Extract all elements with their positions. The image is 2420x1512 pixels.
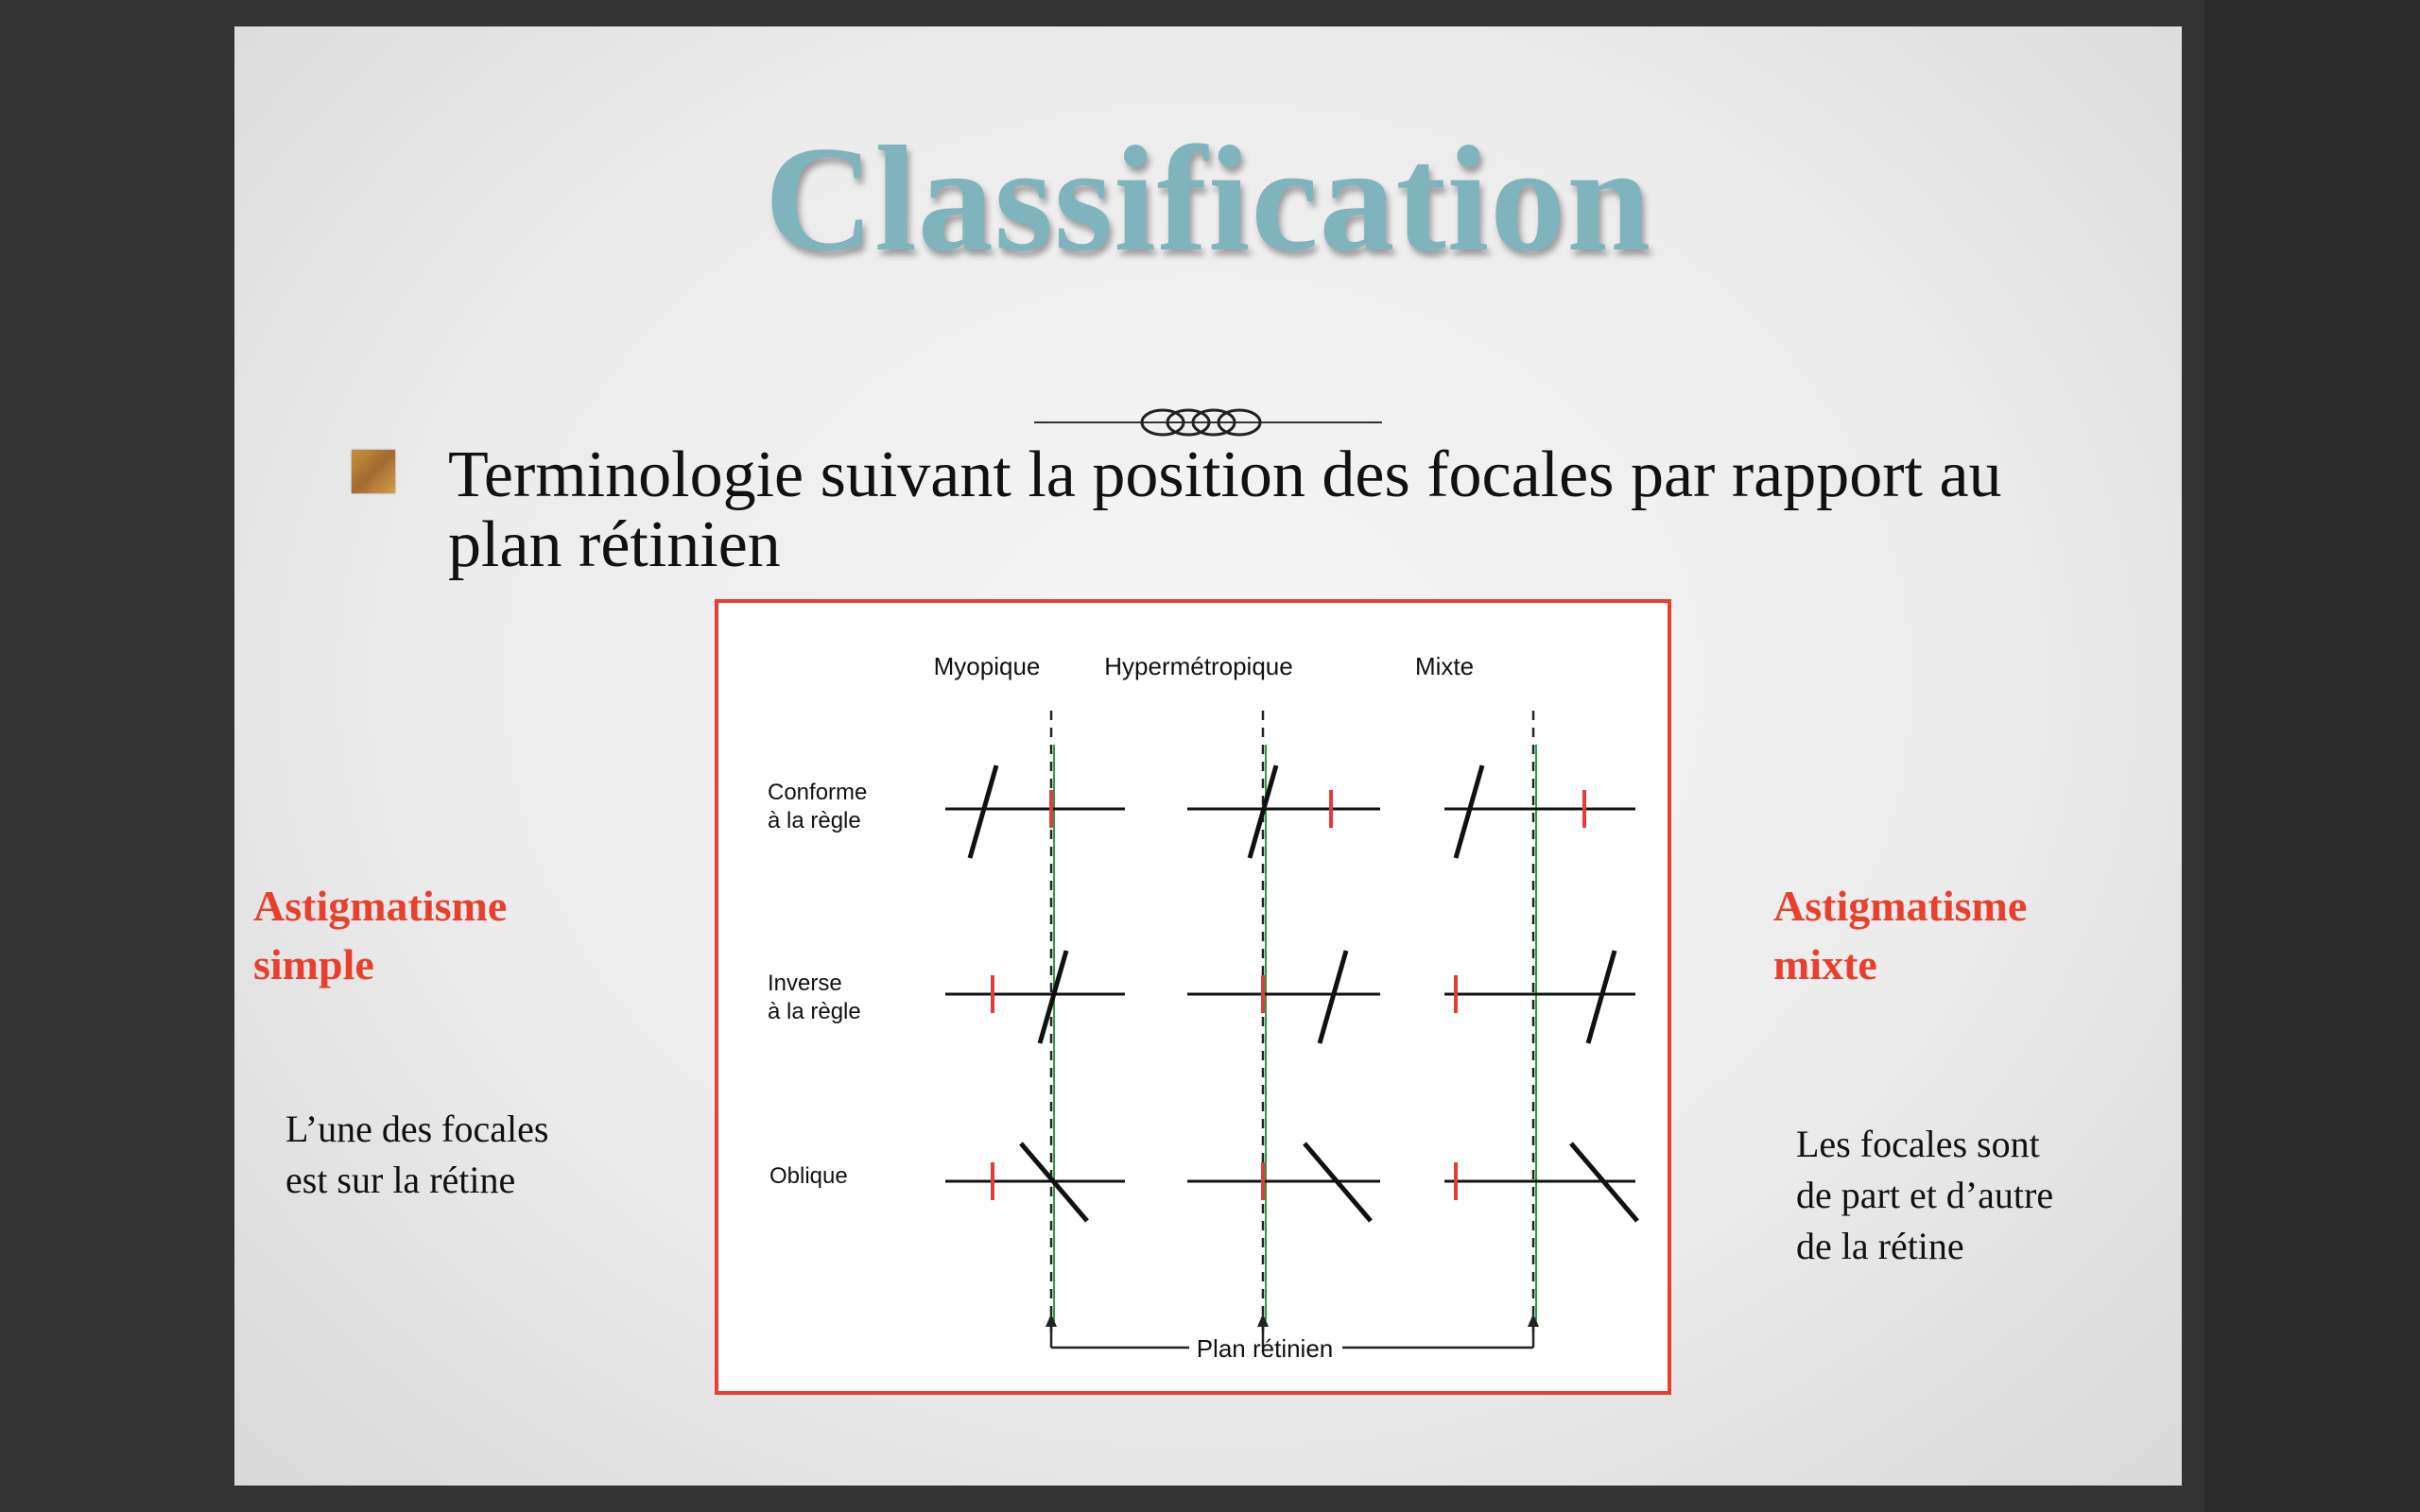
slide [234, 26, 2182, 1486]
row-label-inverse: Inverse [768, 971, 842, 996]
left-heading-line: Astigmatisme [253, 882, 508, 930]
slide-title: Classification [764, 114, 1652, 283]
left-heading-line: simple [253, 940, 374, 988]
right-description-line: de part et d’autre [1796, 1174, 2054, 1216]
diagram-cell-conforme-myopique [945, 765, 1125, 858]
bullet-text: Terminologie suivant la position des focales par rapport au plan rétinien [448, 438, 2002, 581]
diagram-cell-oblique-myopique [945, 1143, 1125, 1221]
figure-canvas [718, 603, 1668, 1391]
right-description [1796, 1119, 2053, 1272]
diagram-cell-inverse-myopique [945, 951, 1125, 1043]
diagram-cell-oblique-hypermetropique [1187, 1143, 1380, 1221]
diagram-cell-conforme-mixte [1444, 765, 1635, 858]
right-description-line: Les focales sont [1796, 1123, 2040, 1165]
bottom-label-plan-retinien: Plan rétinien [1196, 1334, 1334, 1363]
window-edge [2204, 0, 2420, 1512]
astigmatism-figure [715, 599, 1671, 1395]
right-description-line: de la rétine [1796, 1225, 1964, 1267]
column-heading-mixte: Mixte [1414, 652, 1475, 680]
left-description [285, 1104, 548, 1206]
left-heading [253, 877, 507, 994]
column-heading-myopique: Myopique [933, 652, 1041, 680]
left-description-line: L’une des focales [285, 1108, 549, 1150]
diagram-cell-inverse-hypermetropique [1187, 951, 1380, 1043]
row-label-conforme: Conforme [768, 780, 868, 805]
column-heading-hypermetropique: Hypermétropique [1104, 652, 1293, 680]
bullet-square-icon [352, 450, 395, 493]
row-label-oblique: Oblique [769, 1163, 848, 1189]
diagram-cell-inverse-mixte [1444, 951, 1635, 1043]
right-heading-line: Astigmatisme [1773, 882, 2028, 930]
diagram-cell-oblique-mixte [1444, 1143, 1637, 1221]
right-heading [1773, 877, 2027, 994]
row-label-inverse-sub: à la règle [768, 999, 861, 1024]
row-label-conforme-sub: à la règle [768, 808, 861, 833]
right-heading-line: mixte [1773, 940, 1877, 988]
left-description-line: est sur la rétine [285, 1159, 516, 1201]
diagram-cell-conforme-hypermetropique [1187, 765, 1380, 858]
